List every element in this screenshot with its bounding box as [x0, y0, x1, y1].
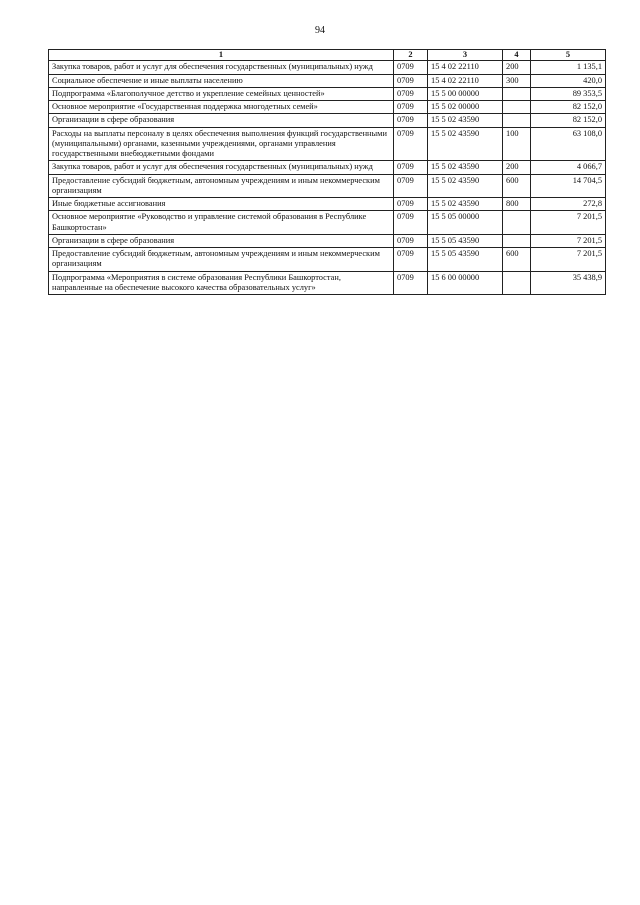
row-name: Предоставление субсидий бюджетным, автономным учреждениям и иным некоммерческим организациям	[49, 248, 394, 272]
table-header-row	[49, 50, 606, 61]
row-section: 0709	[394, 114, 428, 127]
table-row	[49, 61, 606, 74]
row-section: 0709	[394, 87, 428, 100]
row-target: 15 5 02 43590	[428, 161, 503, 174]
row-amount: 89 353,5	[531, 87, 606, 100]
table-row	[49, 87, 606, 100]
row-section: 0709	[394, 127, 428, 161]
row-expense: 300	[503, 74, 531, 87]
row-target: 15 4 02 22110	[428, 61, 503, 74]
row-amount: 4 066,7	[531, 161, 606, 174]
row-expense: 200	[503, 161, 531, 174]
row-expense: 600	[503, 174, 531, 198]
row-amount: 63 108,0	[531, 127, 606, 161]
row-target: 15 5 02 43590	[428, 174, 503, 198]
row-amount: 82 152,0	[531, 114, 606, 127]
row-expense: 200	[503, 61, 531, 74]
page-number: 94	[315, 25, 325, 36]
budget-table	[48, 49, 606, 295]
table-row	[49, 234, 606, 247]
column-header-target: 3	[428, 50, 503, 61]
row-amount: 14 704,5	[531, 174, 606, 198]
row-name: Предоставление субсидий бюджетным, автономным учреждениям и иным некоммерческим организациям	[49, 174, 394, 198]
row-name: Организации в сфере образования	[49, 234, 394, 247]
row-expense	[503, 271, 531, 295]
row-expense: 600	[503, 248, 531, 272]
table-row	[49, 114, 606, 127]
row-name: Подпрограмма «Мероприятия в системе образования Республики Башкортостан, направленные на обеспечение высокого качества образовательных услуг»	[49, 271, 394, 295]
table-row	[49, 127, 606, 161]
row-expense: 100	[503, 127, 531, 161]
row-name: Социальное обеспечение и иные выплаты населению	[49, 74, 394, 87]
row-amount: 7 201,5	[531, 248, 606, 272]
row-expense	[503, 211, 531, 235]
table-row	[49, 211, 606, 235]
column-header-section: 2	[394, 50, 428, 61]
row-amount: 35 438,9	[531, 271, 606, 295]
table-row	[49, 74, 606, 87]
row-target: 15 5 00 00000	[428, 87, 503, 100]
row-target: 15 5 02 43590	[428, 114, 503, 127]
row-target: 15 4 02 22110	[428, 74, 503, 87]
row-amount: 420,0	[531, 74, 606, 87]
column-header-expense: 4	[503, 50, 531, 61]
row-section: 0709	[394, 271, 428, 295]
row-amount: 1 135,1	[531, 61, 606, 74]
table-body	[49, 61, 606, 295]
row-name: Закупка товаров, работ и услуг для обеспечения государственных (муниципальных) нужд	[49, 161, 394, 174]
row-name: Закупка товаров, работ и услуг для обеспечения государственных (муниципальных) нужд	[49, 61, 394, 74]
row-name: Основное мероприятие «Государственная поддержка многодетных семей»	[49, 101, 394, 114]
row-target: 15 5 05 43590	[428, 248, 503, 272]
table-row	[49, 174, 606, 198]
row-expense	[503, 87, 531, 100]
table-row	[49, 271, 606, 295]
row-amount: 82 152,0	[531, 101, 606, 114]
table-row	[49, 198, 606, 211]
row-target: 15 5 02 43590	[428, 198, 503, 211]
row-amount: 7 201,5	[531, 234, 606, 247]
row-target: 15 5 02 43590	[428, 127, 503, 161]
row-expense	[503, 234, 531, 247]
row-section: 0709	[394, 174, 428, 198]
row-target: 15 5 05 43590	[428, 234, 503, 247]
row-section: 0709	[394, 234, 428, 247]
row-section: 0709	[394, 74, 428, 87]
row-amount: 7 201,5	[531, 211, 606, 235]
row-name: Подпрограмма «Благополучное детство и укрепление семейных ценностей»	[49, 87, 394, 100]
row-section: 0709	[394, 211, 428, 235]
row-section: 0709	[394, 101, 428, 114]
row-name: Основное мероприятие «Руководство и управление системой образования в Республике Башкортостан»	[49, 211, 394, 235]
row-expense	[503, 101, 531, 114]
column-header-name: 1	[49, 50, 394, 61]
column-header-amount: 5	[531, 50, 606, 61]
row-amount: 272,8	[531, 198, 606, 211]
table-row	[49, 161, 606, 174]
row-target: 15 5 02 00000	[428, 101, 503, 114]
row-section: 0709	[394, 248, 428, 272]
row-name: Расходы на выплаты персоналу в целях обеспечения выполнения функций государственными (муниципальными) органами, казенными учреждениями, органами управления государственными внебюджетными фондами	[49, 127, 394, 161]
row-target: 15 5 05 00000	[428, 211, 503, 235]
row-target: 15 6 00 00000	[428, 271, 503, 295]
table-row	[49, 101, 606, 114]
row-expense: 800	[503, 198, 531, 211]
row-name: Иные бюджетные ассигнования	[49, 198, 394, 211]
row-section: 0709	[394, 161, 428, 174]
row-name: Организации в сфере образования	[49, 114, 394, 127]
table-row	[49, 248, 606, 272]
row-section: 0709	[394, 198, 428, 211]
row-section: 0709	[394, 61, 428, 74]
row-expense	[503, 114, 531, 127]
